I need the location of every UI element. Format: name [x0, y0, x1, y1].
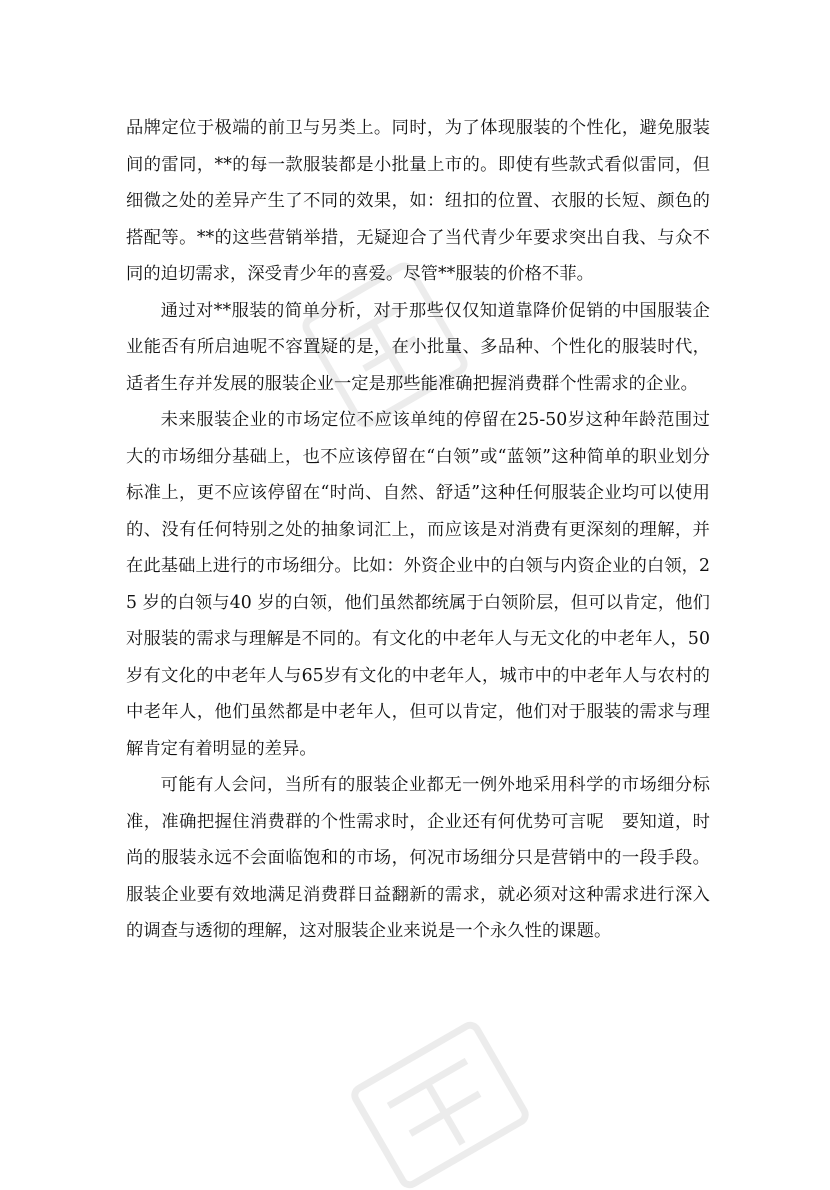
paragraph-2: 通过对**服装的简单分析，对于那些仅仅知道靠降价促销的中国服装企业能否有所启迪呢不容置疑的是，在小批量、多品种、个性化的服装时代，适者生存并发展的服装企业一定是那些能准确把握消费群个性需求的企业。 — [126, 300, 710, 394]
paragraph-3: 未来服装企业的市场定位不应该单纯的停留在25-50岁这种年龄范围过大的市场细分基础上，也不应该停留在“白领”或“蓝领”这种简单的职业划分标准上，更不应该停留在“时尚、自然、舒适”这种任何服装企业均可以使用的、没有任何特别之处的抽象词汇上，而应该是对消费有更深刻的理解，并在此基础上进行的市场细分。比如：外资企业中的白领与内资企业的白领，25 岁的白领与40 岁的白领，他们虽然都统属于白领阶层，但可以肯定，他们对服装的需求与理解是不同的。有文化的中老年人与无文化的中老年人，50 岁有文化的中老年人与65岁有文化的中老年人，城市中的中老年人与农村的中老年人，他们虽然都是中老年人，但可以肯定，他们对于服装的需求与理解肯定有着明显的差异。 — [126, 410, 710, 759]
watermark-logo-icon — [340, 1020, 540, 1190]
paragraph-1: 品牌定位于极端的前卫与另类上。同时，为了体现服装的个性化，避免服装间的雷同，**的每一款服装都是小批量上市的。即使有些款式看似雷同，但细微之处的差异产生了不同的效果，如：纽扣的位置、衣服的长短、颜色的搭配等。**的这些营销举措，无疑迎合了当代青少年要求突出自我、与众不同的迫切需求，深受青少年的喜爱。尽管**服装的价格不菲。 — [126, 118, 710, 284]
paragraph-4: 可能有人会问，当所有的服装企业都无一例外地采用科学的市场细分标准，准确把握住消费群的个性需求时，企业还有何优势可言呢 要知道，时尚的服装永远不会面临饱和的市场，何况市场细分只是营销中的一段手段。服装企业要有效地满足消费群日益翻新的需求，就必须对这种需求进行深入的调查与透彻的理解，这对服装企业来说是一个永久性的课题。 — [126, 775, 710, 941]
document-body — [126, 110, 710, 950]
